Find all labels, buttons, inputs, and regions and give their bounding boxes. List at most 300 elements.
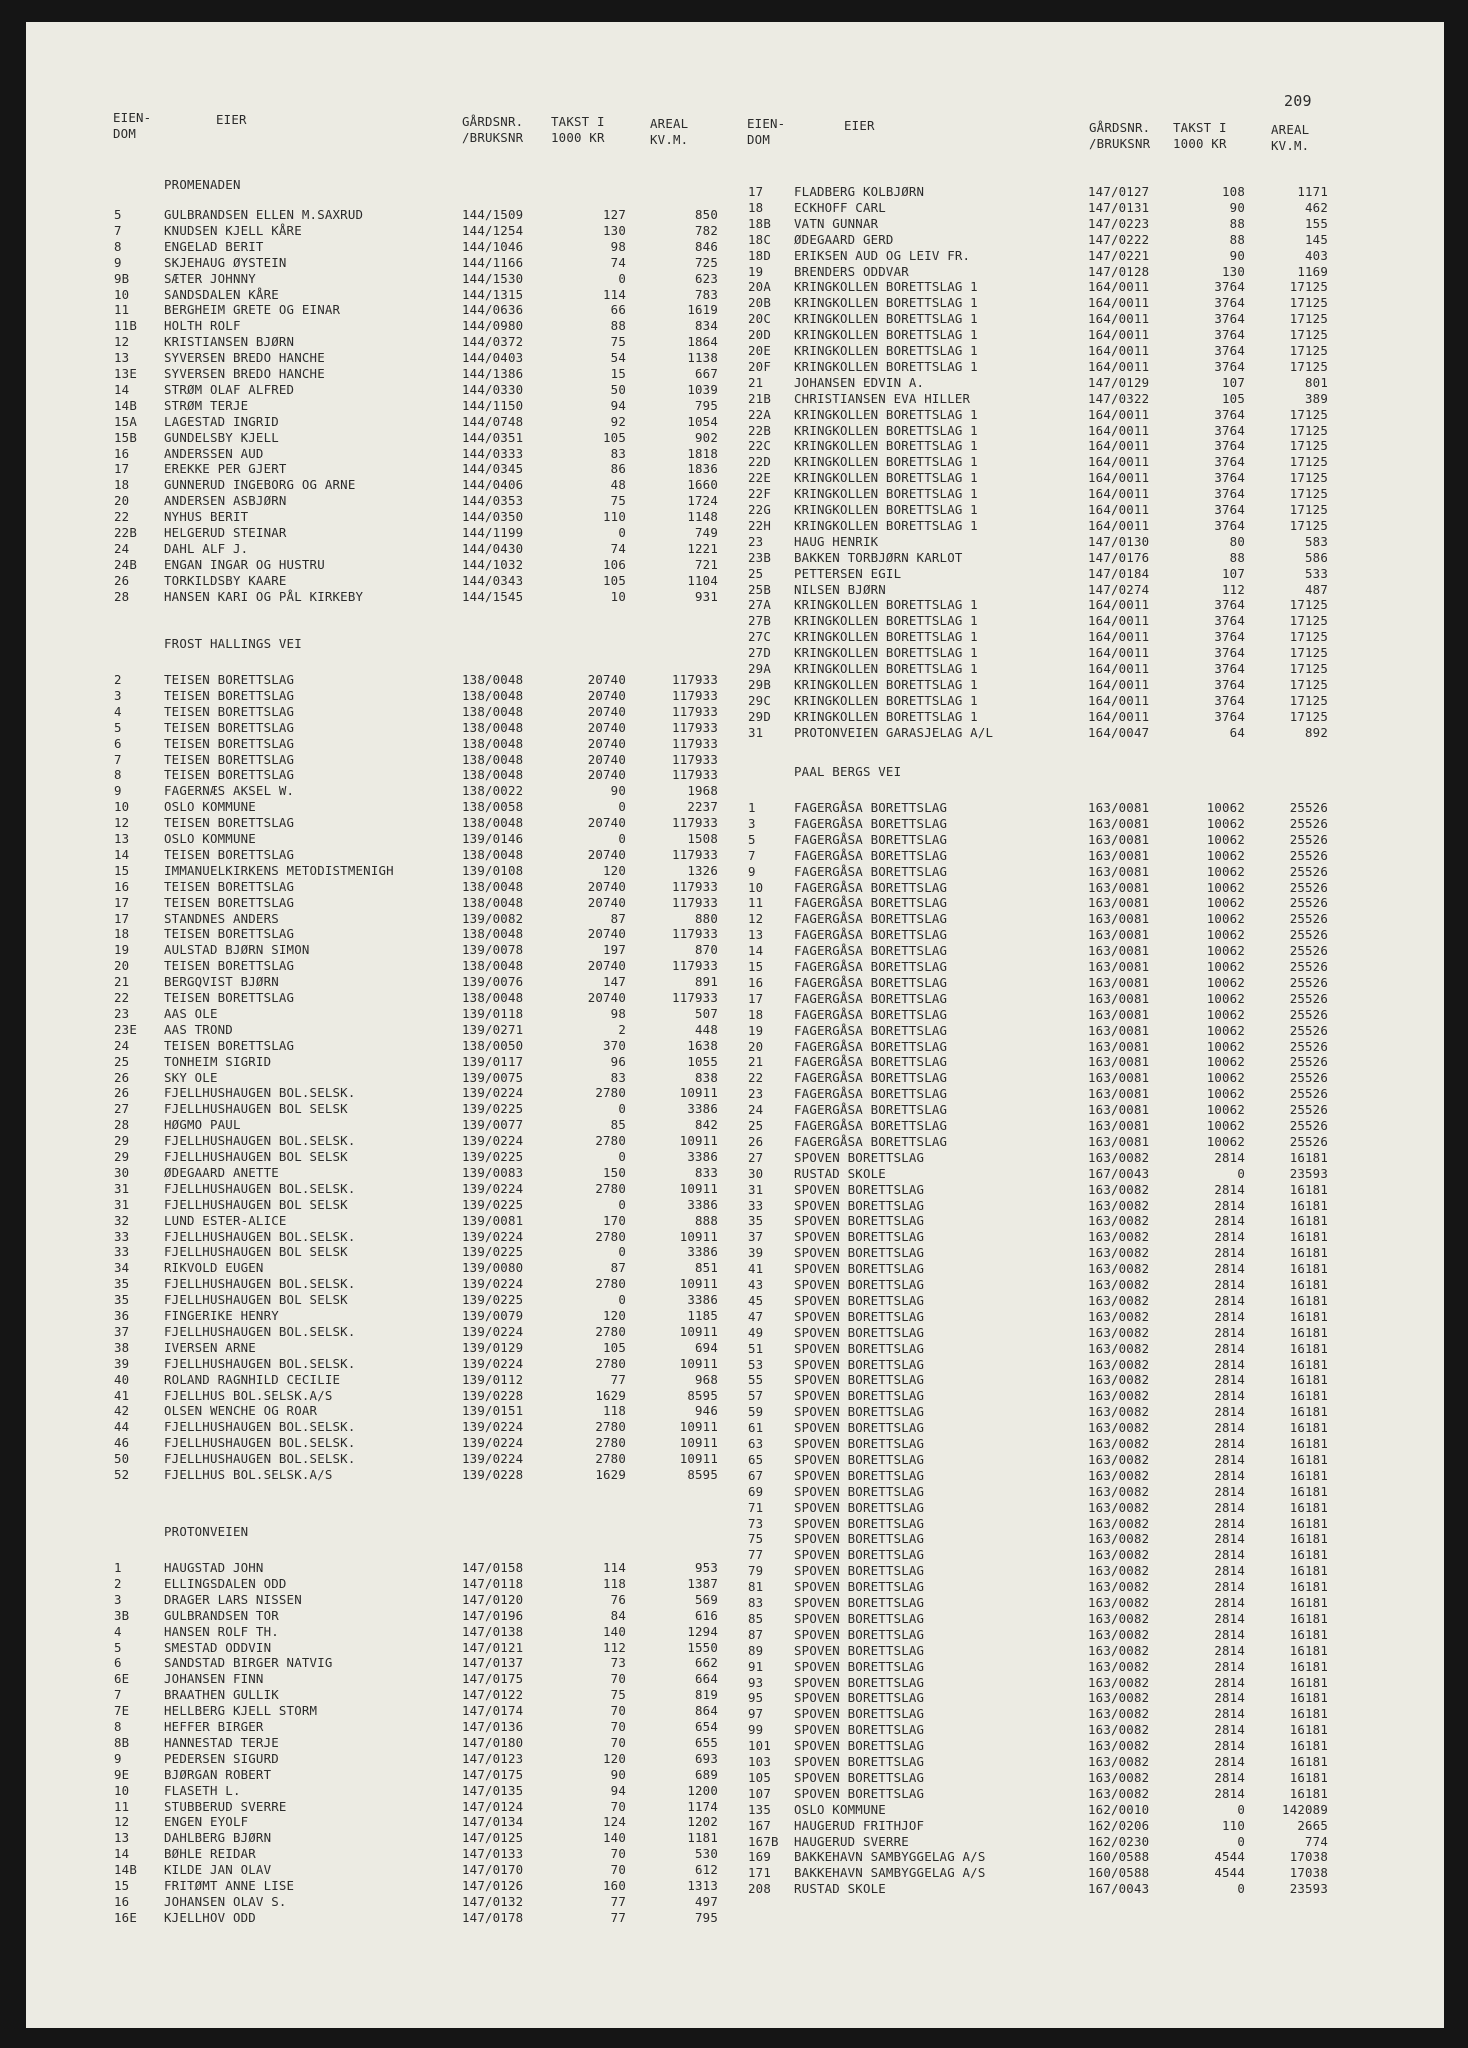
owner-name: FAGERGÅSA BORETTSLAG bbox=[794, 863, 948, 879]
property-number: 67 bbox=[748, 1467, 764, 1483]
gardsnr-bruksnr: 164/0011 bbox=[1088, 343, 1150, 358]
owner-name: SPOVEN BORETTSLAG bbox=[794, 1388, 925, 1404]
property-number: 22C bbox=[748, 438, 771, 454]
gardsnr-bruksnr: 163/0082 bbox=[1088, 1388, 1150, 1404]
owner-name: SPOVEN BORETTSLAG bbox=[794, 1531, 925, 1547]
owner-name: HANSEN KARI OG PÅL KIRKEBY bbox=[164, 588, 364, 604]
property-number: 19 bbox=[114, 942, 130, 958]
property-number: 53 bbox=[748, 1356, 764, 1372]
takst-value: 10062 bbox=[1206, 1102, 1245, 1118]
takst-value: 2814 bbox=[1214, 1356, 1245, 1372]
owner-name: FAGERGÅSA BORETTSLAG bbox=[794, 879, 948, 895]
owner-name: HANNESTAD TERJE bbox=[164, 1734, 279, 1750]
table-row bbox=[26, 1786, 1444, 1802]
gardsnr-bruksnr: 139/0224 bbox=[462, 1133, 524, 1149]
owner-name: LAGESTAD INGRID bbox=[164, 413, 279, 429]
gardsnr-bruksnr: 147/0132 bbox=[462, 1893, 524, 1909]
table-row bbox=[26, 1547, 1444, 1563]
areal-value: 16181 bbox=[1289, 1499, 1328, 1515]
takst-value: 1629 bbox=[595, 1387, 626, 1403]
property-number: 20 bbox=[114, 493, 130, 509]
property-number: 8B bbox=[114, 1734, 130, 1750]
takst-value: 114 bbox=[603, 286, 626, 302]
header-eiendom-left: EIEN- DOM bbox=[113, 110, 152, 141]
gardsnr-bruksnr: 147/0130 bbox=[1088, 533, 1150, 549]
table-row bbox=[26, 832, 1444, 848]
owner-name: FAGERGÅSA BORETTSLAG bbox=[794, 1102, 948, 1118]
owner-name: TORKILDSBY KAARE bbox=[164, 572, 287, 588]
takst-value: 0 bbox=[618, 1196, 626, 1212]
areal-value: 155 bbox=[1305, 215, 1328, 231]
owner-name: SKJEHAUG ØYSTEIN bbox=[164, 254, 287, 270]
property-number: 9 bbox=[748, 863, 756, 879]
areal-value: 689 bbox=[695, 1766, 718, 1782]
takst-value: 2814 bbox=[1214, 1738, 1245, 1754]
property-number: 18 bbox=[748, 1006, 764, 1022]
takst-value: 87 bbox=[610, 1260, 626, 1276]
gardsnr-bruksnr: 163/0082 bbox=[1088, 1690, 1150, 1706]
owner-name: DRAGER LARS NISSEN bbox=[164, 1591, 302, 1607]
property-number: 5 bbox=[114, 719, 122, 735]
property-number: 43 bbox=[748, 1277, 764, 1292]
property-number: 21 bbox=[748, 374, 764, 390]
owner-name: TEISEN BORETTSLAG bbox=[164, 926, 295, 942]
areal-value: 2237 bbox=[687, 799, 718, 815]
property-number: 15A bbox=[114, 413, 137, 429]
takst-value: 3764 bbox=[1214, 517, 1245, 533]
gardsnr-bruksnr: 160/0588 bbox=[1088, 1849, 1150, 1865]
table-row bbox=[26, 1849, 1444, 1865]
property-number: 83 bbox=[748, 1595, 764, 1610]
owner-name: LUND ESTER-ALICE bbox=[164, 1212, 287, 1228]
owner-name: ERIKSEN AUD OG LEIV FR. bbox=[794, 247, 971, 263]
areal-value: 17038 bbox=[1289, 1865, 1328, 1881]
table-row bbox=[26, 1659, 1444, 1675]
gardsnr-bruksnr: 162/0206 bbox=[1088, 1817, 1150, 1833]
owner-name: PROTONVEIEN GARASJELAG A/L bbox=[794, 724, 994, 740]
owner-name: KRINGKOLLEN BORETTSLAG 1 bbox=[794, 502, 978, 517]
takst-value: 2814 bbox=[1214, 1404, 1245, 1420]
areal-value: 117933 bbox=[672, 719, 718, 735]
owner-name: SPOVEN BORETTSLAG bbox=[794, 1308, 925, 1324]
property-number: 37 bbox=[748, 1229, 764, 1245]
owner-name: KRINGKOLLEN BORETTSLAG 1 bbox=[794, 358, 978, 374]
gardsnr-bruksnr: 147/0170 bbox=[462, 1862, 524, 1878]
property-number: 8 bbox=[114, 767, 122, 783]
gardsnr-bruksnr: 163/0082 bbox=[1088, 1769, 1150, 1785]
gardsnr-bruksnr: 138/0050 bbox=[462, 1037, 524, 1053]
takst-value: 10062 bbox=[1206, 1038, 1245, 1054]
takst-value: 2814 bbox=[1214, 1531, 1245, 1547]
takst-value: 3764 bbox=[1214, 295, 1245, 311]
property-number: 16 bbox=[114, 878, 130, 894]
areal-value: 462 bbox=[1305, 199, 1328, 215]
takst-value: 2814 bbox=[1214, 1340, 1245, 1356]
owner-name: TEISEN BORETTSLAG bbox=[164, 672, 295, 687]
gardsnr-bruksnr: 139/0082 bbox=[462, 910, 524, 926]
property-number: 101 bbox=[748, 1738, 771, 1754]
gardsnr-bruksnr: 139/0112 bbox=[462, 1371, 524, 1387]
areal-value: 16181 bbox=[1289, 1563, 1328, 1579]
takst-value: 10062 bbox=[1206, 927, 1245, 943]
takst-value: 3764 bbox=[1214, 613, 1245, 629]
owner-name: KRINGKOLLEN BORETTSLAG 1 bbox=[794, 295, 978, 311]
gardsnr-bruksnr: 147/0322 bbox=[1088, 390, 1150, 406]
property-number: 1 bbox=[748, 800, 756, 815]
property-number: 22D bbox=[748, 454, 771, 470]
table-row bbox=[26, 1706, 1444, 1722]
takst-value: 64 bbox=[1229, 724, 1245, 740]
areal-value: 880 bbox=[695, 910, 718, 926]
owner-name: SPOVEN BORETTSLAG bbox=[794, 1785, 925, 1801]
header-areal-left: AREAL KV.M. bbox=[650, 116, 689, 147]
property-number: 50 bbox=[114, 1451, 130, 1467]
gardsnr-bruksnr: 163/0082 bbox=[1088, 1372, 1150, 1388]
takst-value: 3764 bbox=[1214, 502, 1245, 517]
owner-name: IVERSEN ARNE bbox=[164, 1339, 256, 1355]
areal-value: 569 bbox=[695, 1591, 718, 1607]
takst-value: 20740 bbox=[587, 926, 626, 942]
gardsnr-bruksnr: 163/0082 bbox=[1088, 1229, 1150, 1245]
areal-value: 16181 bbox=[1289, 1547, 1328, 1563]
gardsnr-bruksnr: 163/0081 bbox=[1088, 1022, 1150, 1038]
areal-value: 117933 bbox=[672, 815, 718, 831]
gardsnr-bruksnr: 139/0077 bbox=[462, 1117, 524, 1133]
takst-value: 2780 bbox=[595, 1435, 626, 1451]
owner-name: IMMANUELKIRKENS METODISTMENIGH bbox=[164, 862, 394, 878]
property-number: 9B bbox=[114, 270, 130, 286]
areal-value: 3386 bbox=[687, 1292, 718, 1308]
property-number: 23E bbox=[114, 1021, 137, 1037]
owner-name: BRENDERS ODDVAR bbox=[794, 263, 909, 279]
gardsnr-bruksnr: 139/0151 bbox=[462, 1403, 524, 1419]
areal-value: 25526 bbox=[1289, 800, 1328, 815]
owner-name: FJELLHUSHAUGEN BOL.SELSK. bbox=[164, 1133, 356, 1149]
areal-value: 487 bbox=[1305, 581, 1328, 597]
areal-value: 16181 bbox=[1289, 1785, 1328, 1801]
areal-value: 10911 bbox=[679, 1419, 718, 1435]
takst-value: 2814 bbox=[1214, 1277, 1245, 1292]
takst-value: 114 bbox=[603, 1560, 626, 1575]
property-number: 17 bbox=[748, 990, 764, 1006]
gardsnr-bruksnr: 139/0224 bbox=[462, 1451, 524, 1467]
table-row bbox=[26, 327, 1444, 343]
takst-value: 106 bbox=[603, 556, 626, 572]
gardsnr-bruksnr: 138/0048 bbox=[462, 846, 524, 862]
table-row bbox=[26, 279, 1444, 295]
gardsnr-bruksnr: 163/0082 bbox=[1088, 1356, 1150, 1372]
owner-name: BJØRGAN ROBERT bbox=[164, 1766, 272, 1782]
gardsnr-bruksnr: 163/0081 bbox=[1088, 1038, 1150, 1054]
owner-name: STRØM OLAF ALFRED bbox=[164, 381, 295, 397]
takst-value: 10062 bbox=[1206, 800, 1245, 815]
owner-name: KRISTIANSEN BJØRN bbox=[164, 334, 295, 350]
property-number: 26 bbox=[748, 1133, 764, 1149]
owner-name: ENGELAD BERIT bbox=[164, 238, 264, 254]
gardsnr-bruksnr: 144/0351 bbox=[462, 429, 524, 445]
owner-name: FAGERGÅSA BORETTSLAG bbox=[794, 911, 948, 927]
table-row bbox=[26, 534, 1444, 550]
owner-name: SPOVEN BORETTSLAG bbox=[794, 1451, 925, 1467]
takst-value: 118 bbox=[603, 1403, 626, 1419]
property-number: 44 bbox=[114, 1419, 130, 1435]
property-number: 14B bbox=[114, 397, 137, 413]
property-number: 15B bbox=[114, 429, 137, 445]
owner-name: HAUGSTAD JOHN bbox=[164, 1560, 264, 1575]
areal-value: 16181 bbox=[1289, 1722, 1328, 1738]
table-row bbox=[26, 1245, 1444, 1261]
areal-value: 117933 bbox=[672, 878, 718, 894]
property-number: 7 bbox=[114, 1687, 122, 1703]
areal-value: 17125 bbox=[1289, 502, 1328, 517]
gardsnr-bruksnr: 147/0180 bbox=[462, 1734, 524, 1750]
gardsnr-bruksnr: 163/0081 bbox=[1088, 1070, 1150, 1086]
areal-value: 694 bbox=[695, 1339, 718, 1355]
areal-value: 25526 bbox=[1289, 863, 1328, 879]
table-row bbox=[26, 470, 1444, 486]
areal-value: 8595 bbox=[687, 1387, 718, 1403]
areal-value: 16181 bbox=[1289, 1436, 1328, 1451]
property-number: 25 bbox=[748, 1118, 764, 1133]
areal-value: 850 bbox=[695, 207, 718, 222]
owner-name: GULBRANDSEN ELLEN M.SAXRUD bbox=[164, 207, 364, 222]
owner-name: SPOVEN BORETTSLAG bbox=[794, 1229, 925, 1245]
owner-name: HOLTH ROLF bbox=[164, 318, 241, 334]
property-number: 167 bbox=[748, 1817, 771, 1833]
table-row bbox=[26, 725, 1444, 741]
takst-value: 3764 bbox=[1214, 676, 1245, 692]
areal-value: 1181 bbox=[687, 1830, 718, 1846]
areal-value: 892 bbox=[1305, 724, 1328, 740]
takst-value: 2814 bbox=[1214, 1579, 1245, 1595]
takst-value: 88 bbox=[610, 318, 626, 334]
gardsnr-bruksnr: 147/0175 bbox=[462, 1671, 524, 1687]
table-row bbox=[26, 816, 1444, 832]
owner-name: FLADBERG KOLBJØRN bbox=[794, 184, 925, 199]
takst-value: 2814 bbox=[1214, 1706, 1245, 1722]
gardsnr-bruksnr: 164/0011 bbox=[1088, 517, 1150, 533]
owner-name: SPOVEN BORETTSLAG bbox=[794, 1547, 925, 1563]
owner-name: PEDERSEN SIGURD bbox=[164, 1750, 279, 1766]
areal-value: 16181 bbox=[1289, 1642, 1328, 1658]
takst-value: 160 bbox=[603, 1878, 626, 1893]
gardsnr-bruksnr: 139/0224 bbox=[462, 1419, 524, 1435]
areal-value: 117933 bbox=[672, 703, 718, 719]
property-number: 2 bbox=[114, 672, 122, 687]
table-row bbox=[26, 1039, 1444, 1055]
gardsnr-bruksnr: 147/0135 bbox=[462, 1782, 524, 1798]
property-number: 15 bbox=[114, 862, 130, 878]
table-row bbox=[26, 1102, 1444, 1118]
takst-value: 48 bbox=[610, 477, 626, 493]
gardsnr-bruksnr: 144/1032 bbox=[462, 556, 524, 572]
gardsnr-bruksnr: 163/0081 bbox=[1088, 974, 1150, 990]
takst-value: 3764 bbox=[1214, 279, 1245, 295]
gardsnr-bruksnr: 138/0048 bbox=[462, 958, 524, 974]
owner-name: FAGERGÅSA BORETTSLAG bbox=[794, 959, 948, 974]
areal-value: 17125 bbox=[1289, 676, 1328, 692]
table-row bbox=[26, 911, 1444, 927]
takst-value: 2780 bbox=[595, 1276, 626, 1292]
property-number: 35 bbox=[114, 1276, 130, 1292]
owner-name: FJELLHUSHAUGEN BOL SELSK bbox=[164, 1196, 348, 1212]
areal-value: 117933 bbox=[672, 687, 718, 703]
takst-value: 2814 bbox=[1214, 1372, 1245, 1388]
table-row bbox=[26, 486, 1444, 502]
gardsnr-bruksnr: 147/0134 bbox=[462, 1814, 524, 1830]
owner-name: KRINGKOLLEN BORETTSLAG 1 bbox=[794, 470, 978, 486]
property-number: 105 bbox=[748, 1769, 771, 1785]
owner-name: SPOVEN BORETTSLAG bbox=[794, 1706, 925, 1722]
takst-value: 124 bbox=[603, 1814, 626, 1830]
areal-value: 16181 bbox=[1289, 1388, 1328, 1404]
areal-value: 23593 bbox=[1289, 1165, 1328, 1181]
property-number: 22H bbox=[748, 517, 771, 533]
owner-name: JOHANSEN FINN bbox=[164, 1671, 264, 1687]
areal-value: 16181 bbox=[1289, 1356, 1328, 1372]
owner-name: GUNDELSBY KJELL bbox=[164, 429, 279, 445]
areal-value: 17125 bbox=[1289, 597, 1328, 613]
areal-value: 749 bbox=[695, 525, 718, 540]
gardsnr-bruksnr: 139/0228 bbox=[462, 1467, 524, 1482]
property-number: 46 bbox=[114, 1435, 130, 1451]
property-number: 18 bbox=[114, 477, 130, 493]
owner-name: KRINGKOLLEN BORETTSLAG 1 bbox=[794, 438, 978, 454]
areal-value: 1138 bbox=[687, 350, 718, 366]
property-number: 38 bbox=[114, 1339, 130, 1355]
takst-value: 20740 bbox=[587, 878, 626, 894]
gardsnr-bruksnr: 163/0082 bbox=[1088, 1467, 1150, 1483]
takst-value: 112 bbox=[603, 1639, 626, 1655]
areal-value: 25526 bbox=[1289, 831, 1328, 847]
property-number: 29D bbox=[748, 708, 771, 724]
property-number: 79 bbox=[748, 1563, 764, 1579]
table-row bbox=[26, 1579, 1444, 1595]
owner-name: EREKKE PER GJERT bbox=[164, 461, 287, 477]
takst-value: 10062 bbox=[1206, 815, 1245, 831]
areal-value: 25526 bbox=[1289, 1070, 1328, 1086]
property-number: 45 bbox=[748, 1292, 764, 1308]
owner-name: SPOVEN BORETTSLAG bbox=[794, 1738, 925, 1754]
owner-name: SANDSTAD BIRGER NATVIG bbox=[164, 1655, 333, 1671]
gardsnr-bruksnr: 144/0372 bbox=[462, 334, 524, 350]
areal-value: 17125 bbox=[1289, 358, 1328, 374]
areal-value: 725 bbox=[695, 254, 718, 270]
areal-value: 25526 bbox=[1289, 927, 1328, 943]
areal-value: 864 bbox=[695, 1703, 718, 1719]
table-row bbox=[26, 200, 1444, 216]
table-row bbox=[26, 216, 1444, 232]
areal-value: 1294 bbox=[687, 1623, 718, 1639]
owner-name: HAUGERUD FRITHJOF bbox=[794, 1817, 925, 1833]
gardsnr-bruksnr: 144/0343 bbox=[462, 572, 524, 588]
table-row bbox=[26, 1531, 1444, 1547]
gardsnr-bruksnr: 139/0225 bbox=[462, 1101, 524, 1117]
gardsnr-bruksnr: 164/0047 bbox=[1088, 724, 1150, 740]
areal-value: 16181 bbox=[1289, 1213, 1328, 1229]
areal-value: 17125 bbox=[1289, 327, 1328, 343]
areal-value: 662 bbox=[695, 1655, 718, 1671]
owner-name: SPOVEN BORETTSLAG bbox=[794, 1245, 925, 1261]
takst-value: 10 bbox=[610, 588, 626, 604]
owner-name: HELGERUD STEINAR bbox=[164, 525, 287, 540]
owner-name: FJELLHUSHAUGEN BOL.SELSK. bbox=[164, 1085, 356, 1101]
areal-value: 851 bbox=[695, 1260, 718, 1276]
gardsnr-bruksnr: 147/0158 bbox=[462, 1560, 524, 1575]
table-row bbox=[26, 645, 1444, 661]
table-row bbox=[26, 1388, 1444, 1404]
property-number: 24 bbox=[748, 1102, 764, 1118]
takst-value: 77 bbox=[610, 1893, 626, 1909]
owner-name: KRINGKOLLEN BORETTSLAG 1 bbox=[794, 629, 978, 645]
property-number: 27 bbox=[114, 1101, 130, 1117]
owner-name: KRINGKOLLEN BORETTSLAG 1 bbox=[794, 708, 978, 724]
owner-name: FJELLHUSHAUGEN BOL.SELSK. bbox=[164, 1419, 356, 1435]
areal-value: 953 bbox=[695, 1560, 718, 1575]
owner-name: ANDERSEN ASBJØRN bbox=[164, 493, 287, 509]
property-number: 39 bbox=[114, 1355, 130, 1371]
gardsnr-bruksnr: 163/0081 bbox=[1088, 800, 1150, 815]
gardsnr-bruksnr: 163/0082 bbox=[1088, 1499, 1150, 1515]
table-row bbox=[26, 343, 1444, 359]
areal-value: 1864 bbox=[687, 334, 718, 350]
table-row bbox=[26, 1500, 1444, 1516]
takst-value: 2814 bbox=[1214, 1515, 1245, 1531]
owner-name: SPOVEN BORETTSLAG bbox=[794, 1372, 925, 1388]
property-number: 27D bbox=[748, 645, 771, 661]
areal-value: 17125 bbox=[1289, 629, 1328, 645]
owner-name: ENGAN INGAR OG HUSTRU bbox=[164, 556, 325, 572]
areal-value: 1171 bbox=[1297, 184, 1328, 199]
gardsnr-bruksnr: 139/0108 bbox=[462, 862, 524, 878]
gardsnr-bruksnr: 139/0224 bbox=[462, 1085, 524, 1101]
owner-name: GUNNERUD INGEBORG OG ARNE bbox=[164, 477, 356, 493]
property-number: 11B bbox=[114, 318, 137, 334]
areal-value: 16181 bbox=[1289, 1324, 1328, 1340]
takst-value: 2814 bbox=[1214, 1642, 1245, 1658]
owner-name: TEISEN BORETTSLAG bbox=[164, 751, 295, 767]
owner-name: FINGERIKE HENRY bbox=[164, 1308, 279, 1323]
owner-name: AAS OLE bbox=[164, 1005, 218, 1021]
gardsnr-bruksnr: 163/0082 bbox=[1088, 1277, 1150, 1292]
takst-value: 15 bbox=[610, 366, 626, 381]
property-number: 6 bbox=[114, 1655, 122, 1671]
owner-name: SPOVEN BORETTSLAG bbox=[794, 1722, 925, 1738]
table-row bbox=[26, 1293, 1444, 1309]
table-row bbox=[26, 1738, 1444, 1754]
owner-name: SPOVEN BORETTSLAG bbox=[794, 1149, 925, 1165]
takst-value: 10062 bbox=[1206, 1086, 1245, 1102]
table-row bbox=[26, 1834, 1444, 1850]
property-number: 14 bbox=[114, 846, 130, 862]
takst-value: 3764 bbox=[1214, 406, 1245, 422]
owner-name: FLASETH L. bbox=[164, 1782, 241, 1798]
property-number: 167B bbox=[748, 1833, 779, 1849]
gardsnr-bruksnr: 147/0196 bbox=[462, 1607, 524, 1623]
gardsnr-bruksnr: 138/0048 bbox=[462, 751, 524, 767]
areal-value: 801 bbox=[1305, 374, 1328, 390]
table-row bbox=[26, 1643, 1444, 1659]
takst-value: 2814 bbox=[1214, 1308, 1245, 1324]
gardsnr-bruksnr: 138/0048 bbox=[462, 719, 524, 735]
areal-value: 17125 bbox=[1289, 517, 1328, 533]
owner-name: AULSTAD BJØRN SIMON bbox=[164, 942, 310, 958]
property-number: 29B bbox=[748, 676, 771, 692]
owner-name: KILDE JAN OLAV bbox=[164, 1862, 272, 1878]
takst-value: 88 bbox=[1229, 549, 1245, 565]
property-number: 5 bbox=[748, 831, 756, 847]
owner-name: GULBRANDSEN TOR bbox=[164, 1607, 279, 1623]
